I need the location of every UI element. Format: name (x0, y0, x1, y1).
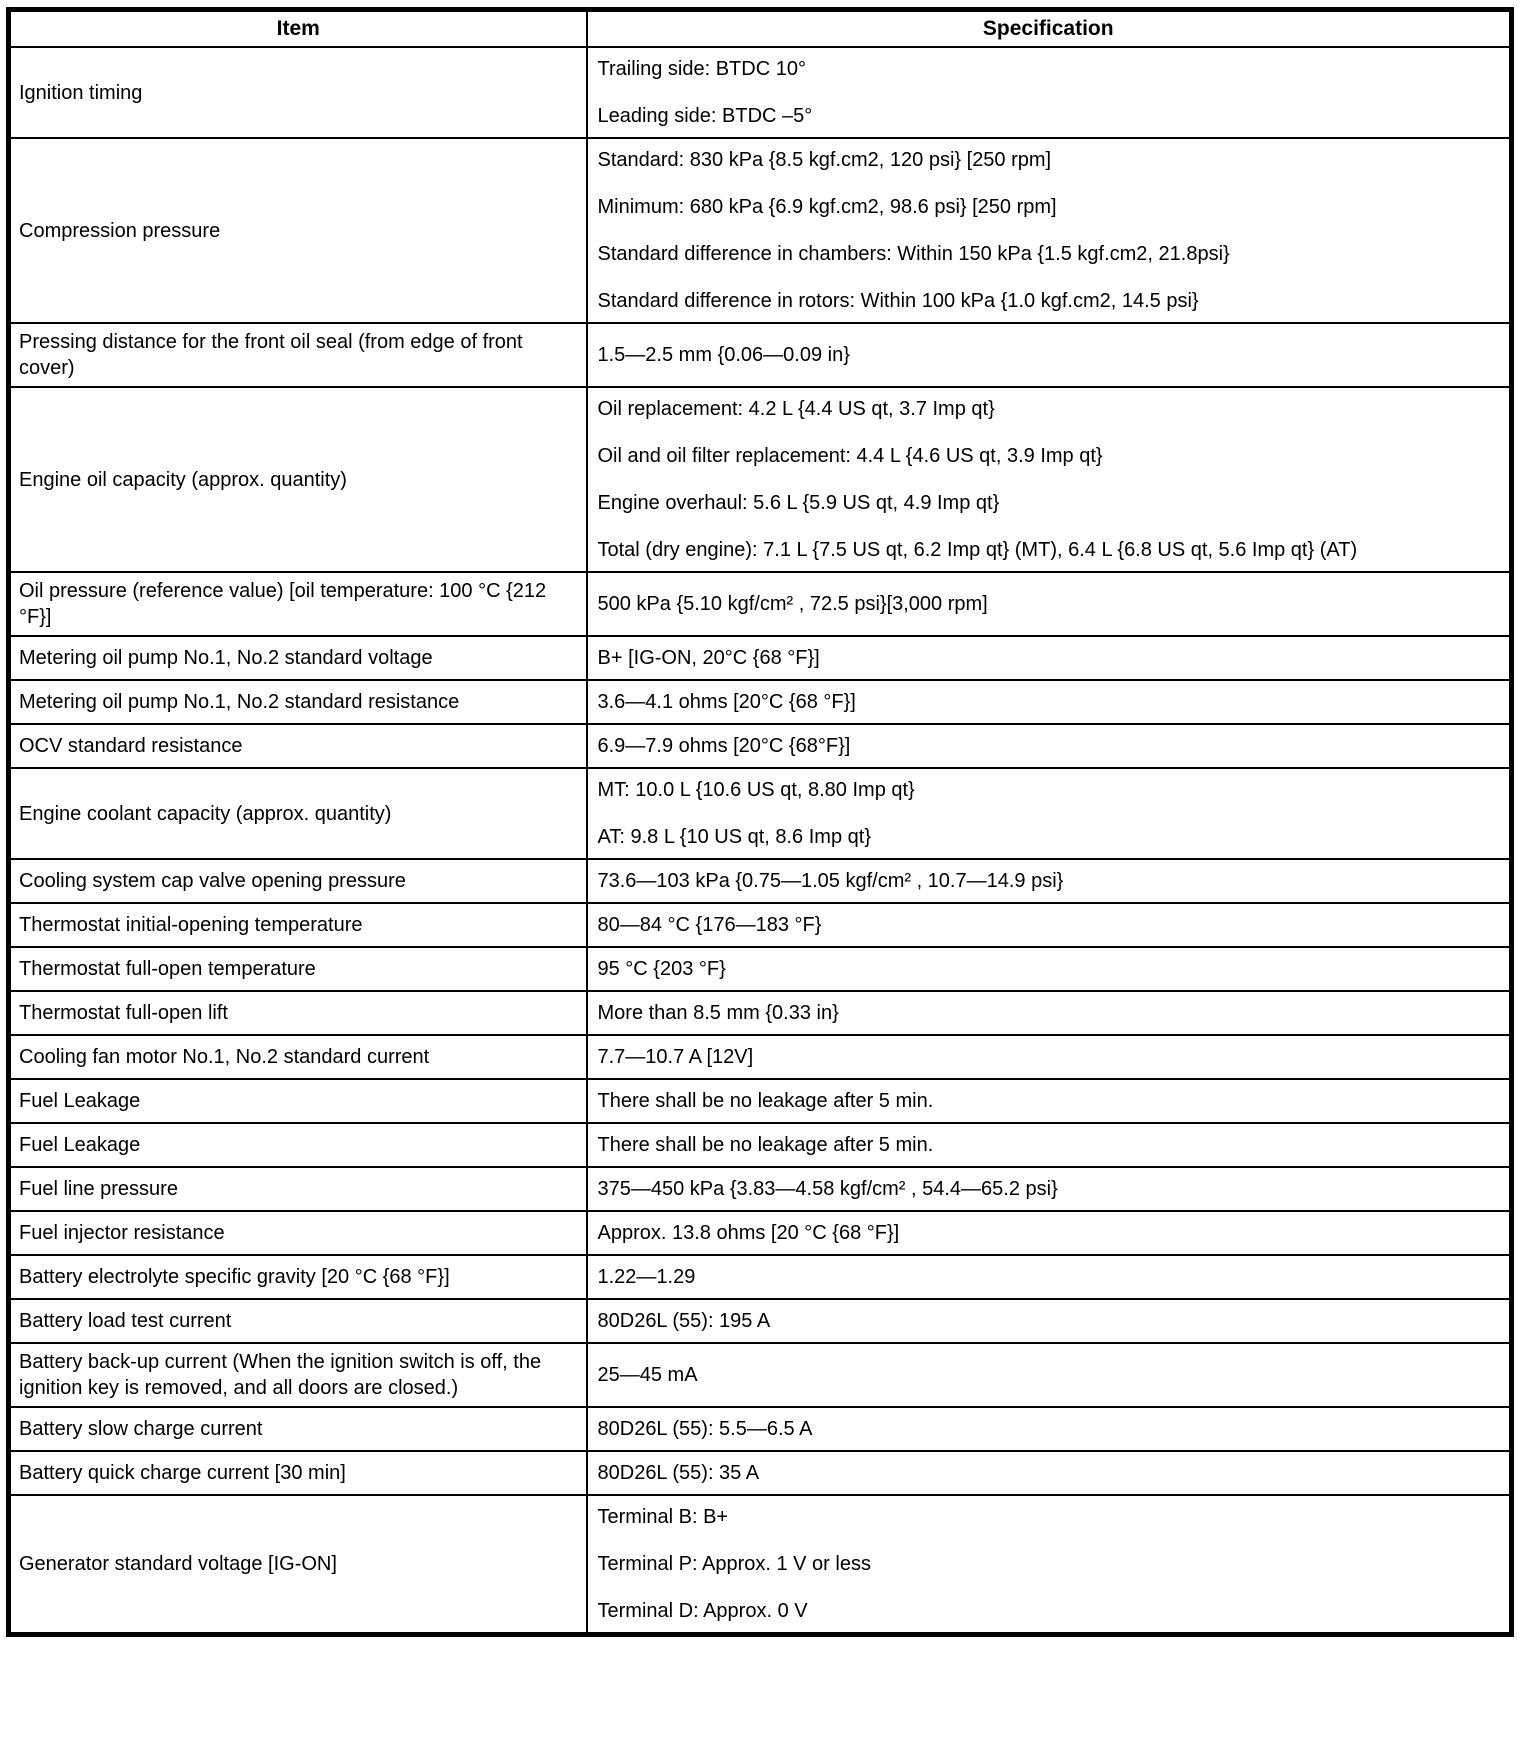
specification-line: Minimum: 680 kPa {6.9 kgf.cm2, 98.6 psi} [250 rpm] (597, 196, 1057, 218)
specification-cell (587, 1343, 1512, 1407)
specification-line: Oil and oil filter replacement: 4.4 L {4.6 US qt, 3.9 Imp qt} (597, 445, 1103, 467)
specification-cell (587, 1495, 1512, 1635)
specification-cell (587, 859, 1512, 903)
table-row (9, 1495, 1512, 1635)
table-row (9, 903, 1512, 947)
item-cell: Engine coolant capacity (approx. quantity) (9, 768, 587, 859)
specification-line: Terminal P: Approx. 1 V or less (597, 1553, 871, 1575)
specification-table (6, 7, 1514, 1637)
specification-cell (587, 903, 1512, 947)
item-cell: Oil pressure (reference value) [oil temperature: 100 °C {212 °F}] (9, 572, 587, 636)
table-row (9, 1451, 1512, 1495)
specification-cell (587, 1079, 1512, 1123)
table-body (9, 47, 1512, 1635)
table-row (9, 323, 1512, 387)
specification-line: 95 °C {203 °F} (597, 958, 726, 980)
specification-cell (587, 991, 1512, 1035)
specification-line: 1.5—2.5 mm {0.06—0.09 in} (597, 344, 850, 366)
specification-line: 25—45 mA (597, 1364, 698, 1386)
item-cell: Fuel Leakage (9, 1123, 587, 1167)
specification-line: There shall be no leakage after 5 min. (597, 1090, 934, 1112)
item-cell: Cooling fan motor No.1, No.2 standard current (9, 1035, 587, 1079)
item-cell: Cooling system cap valve opening pressure (9, 859, 587, 903)
table-row (9, 387, 1512, 572)
specification-line: Terminal D: Approx. 0 V (597, 1600, 808, 1622)
specification-line: AT: 9.8 L {10 US qt, 8.6 Imp qt} (597, 826, 871, 848)
table-row (9, 1407, 1512, 1451)
specification-line: Engine overhaul: 5.6 L {5.9 US qt, 4.9 Imp qt} (597, 492, 1000, 514)
table-row (9, 572, 1512, 636)
item-cell: Thermostat initial-opening temperature (9, 903, 587, 947)
table-row (9, 1079, 1512, 1123)
item-cell: Battery quick charge current [30 min] (9, 1451, 587, 1495)
specification-line: 500 kPa {5.10 kgf/cm² , 72.5 psi}[3,000 rpm] (597, 593, 988, 615)
item-cell: Fuel injector resistance (9, 1211, 587, 1255)
table-row (9, 680, 1512, 724)
specification-cell (587, 1167, 1512, 1211)
column-header-specification: Specification (587, 10, 1512, 48)
specification-line: Total (dry engine): 7.1 L {7.5 US qt, 6.2 Imp qt} (MT), 6.4 L {6.8 US qt, 5.6 Imp qt} (AT) (597, 539, 1358, 561)
specification-cell (587, 323, 1512, 387)
item-cell: Metering oil pump No.1, No.2 standard resistance (9, 680, 587, 724)
table-row (9, 724, 1512, 768)
specification-line: 80—84 °C {176—183 °F} (597, 914, 822, 936)
table-row (9, 1035, 1512, 1079)
specification-line: Standard difference in chambers: Within 150 kPa {1.5 kgf.cm2, 21.8psi} (597, 243, 1230, 265)
table-row (9, 636, 1512, 680)
specification-line: 73.6—103 kPa {0.75—1.05 kgf/cm² , 10.7—14.9 psi} (597, 870, 1064, 892)
item-cell: Thermostat full-open lift (9, 991, 587, 1035)
item-cell: Thermostat full-open temperature (9, 947, 587, 991)
table-row (9, 947, 1512, 991)
specification-cell (587, 947, 1512, 991)
specification-cell (587, 1451, 1512, 1495)
table-header-row (9, 10, 1512, 48)
specification-cell (587, 387, 1512, 572)
item-cell: Engine oil capacity (approx. quantity) (9, 387, 587, 572)
table-row (9, 1255, 1512, 1299)
item-cell: Battery electrolyte specific gravity [20 °C {68 °F}] (9, 1255, 587, 1299)
specification-line: 6.9—7.9 ohms [20°C {68°F}] (597, 735, 851, 757)
specification-line: 80D26L (55): 35 A (597, 1462, 760, 1484)
specification-line: 3.6—4.1 ohms [20°C {68 °F}] (597, 691, 856, 713)
specification-line: 375—450 kPa {3.83—4.58 kgf/cm² , 54.4—65.2 psi} (597, 1178, 1058, 1200)
table-row (9, 47, 1512, 138)
specification-cell (587, 1407, 1512, 1451)
item-cell: Battery load test current (9, 1299, 587, 1343)
specification-cell (587, 636, 1512, 680)
specification-line: Trailing side: BTDC 10° (597, 58, 806, 80)
specification-line: Oil replacement: 4.2 L {4.4 US qt, 3.7 Imp qt} (597, 398, 995, 420)
specification-cell (587, 138, 1512, 323)
specification-cell (587, 572, 1512, 636)
table-row (9, 1299, 1512, 1343)
specification-line: 1.22—1.29 (597, 1266, 696, 1288)
item-cell: Battery back-up current (When the ignition switch is off, the ignition key is removed, and all doors are closed.) (9, 1343, 587, 1407)
specification-cell (587, 1035, 1512, 1079)
specification-line: There shall be no leakage after 5 min. (597, 1134, 934, 1156)
item-cell: Fuel Leakage (9, 1079, 587, 1123)
item-cell: Battery slow charge current (9, 1407, 587, 1451)
table-row (9, 859, 1512, 903)
specification-line: Standard difference in rotors: Within 100 kPa {1.0 kgf.cm2, 14.5 psi} (597, 290, 1199, 312)
item-cell: OCV standard resistance (9, 724, 587, 768)
specification-line: B+ [IG-ON, 20°C {68 °F}] (597, 647, 820, 669)
specification-cell (587, 1211, 1512, 1255)
item-cell: Generator standard voltage [IG-ON] (9, 1495, 587, 1635)
specification-line: Approx. 13.8 ohms [20 °C {68 °F}] (597, 1222, 900, 1244)
column-header-item: Item (9, 10, 587, 48)
specification-cell (587, 768, 1512, 859)
specification-line: Terminal B: B+ (597, 1506, 729, 1528)
specification-cell (587, 1123, 1512, 1167)
specification-cell (587, 1255, 1512, 1299)
specification-line: 7.7—10.7 A [12V] (597, 1046, 754, 1068)
specification-line: 80D26L (55): 195 A (597, 1310, 771, 1332)
specification-line: Leading side: BTDC –5° (597, 105, 813, 127)
specification-line: Standard: 830 kPa {8.5 kgf.cm2, 120 psi} [250 rpm] (597, 149, 1052, 171)
specification-cell (587, 1299, 1512, 1343)
item-cell: Metering oil pump No.1, No.2 standard voltage (9, 636, 587, 680)
item-cell: Pressing distance for the front oil seal (from edge of front cover) (9, 323, 587, 387)
specification-cell (587, 47, 1512, 138)
item-cell: Compression pressure (9, 138, 587, 323)
specification-line: 80D26L (55): 5.5—6.5 A (597, 1418, 813, 1440)
item-cell: Ignition timing (9, 47, 587, 138)
table-row (9, 1167, 1512, 1211)
specification-cell (587, 724, 1512, 768)
table-row (9, 138, 1512, 323)
item-cell: Fuel line pressure (9, 1167, 587, 1211)
table-row (9, 768, 1512, 859)
table-row (9, 991, 1512, 1035)
table-row (9, 1211, 1512, 1255)
table-row (9, 1343, 1512, 1407)
table-row (9, 1123, 1512, 1167)
specification-line: MT: 10.0 L {10.6 US qt, 8.80 Imp qt} (597, 779, 915, 801)
specification-cell (587, 680, 1512, 724)
specification-line: More than 8.5 mm {0.33 in} (597, 1002, 839, 1024)
